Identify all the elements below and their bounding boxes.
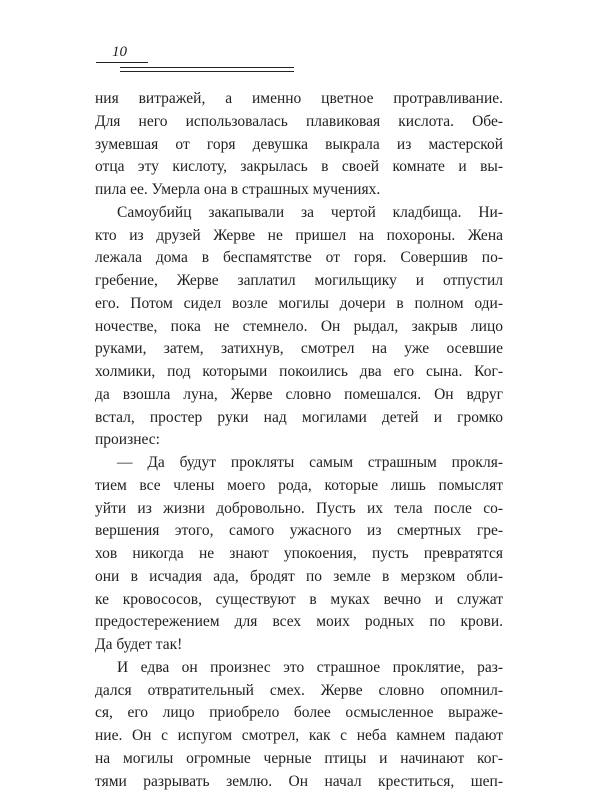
- text-line: предостережением для всех моих родных по крови.: [95, 611, 503, 634]
- text-line: они в исчадия ада, бродят по земле в мерзком обли-: [95, 566, 503, 589]
- text-line: вершения этого, самого ужасного из смертных гре-: [95, 520, 503, 543]
- text-line: отца эту кислоту, закрылась в своей комнате и вы-: [95, 156, 503, 179]
- text-line: зумевшая от горя девушка выкрала из мастерской: [95, 134, 503, 157]
- text-line: — Да будут прокляты самым страшным прокля-: [95, 452, 503, 475]
- text-line: хов никогда не знают упокоения, пусть превратятся: [95, 543, 503, 566]
- text-line: холмики, под которыми покоились два его сына. Ког-: [95, 361, 503, 384]
- text-line: руками, затем, затихнув, смотрел на уже осевшие: [95, 338, 503, 361]
- text-line: уйти из жизни добровольно. Пусть их тела после со-: [95, 498, 503, 521]
- text-line: тями разрывать землю. Он начал креститься, шеп-: [95, 771, 503, 793]
- text-line: на могилы огромные черные птицы и начинают ког-: [95, 748, 503, 771]
- text-line: кто из друзей Жерве не пришел на похороны. Жена: [95, 225, 503, 248]
- text-line: пила ее. Умерла она в страшных мучениях.: [95, 179, 503, 202]
- text-line: ния витражей, а именно цветное протравливание.: [95, 88, 503, 111]
- text-line: его. Потом сидел возле могилы дочери в полном оди-: [95, 293, 503, 316]
- text-line: встал, простер руки над могилами детей и громко: [95, 407, 503, 430]
- text-line: ке кровососов, существуют в муках вечно и служат: [95, 589, 503, 612]
- text-line: ние. Он с испугом смотрел, как с неба камнем падают: [95, 725, 503, 748]
- text-line: Самоубийц закапывали за чертой кладбища. Ни-: [95, 202, 503, 225]
- body-text: [95, 88, 503, 793]
- text-line: И едва он произнес это страшное проклятие, раз-: [95, 657, 503, 680]
- text-line: произнес:: [95, 429, 503, 452]
- header-rule-short: [96, 62, 148, 63]
- text-line: Да будет так!: [95, 634, 503, 657]
- page-number: 10: [112, 44, 127, 61]
- text-line: дался отвратительный смех. Жерве словно опомнил-: [95, 680, 503, 703]
- text-line: тием все члены моего рода, которые лишь помыслят: [95, 475, 503, 498]
- text-line: ся, его лицо приобрело более осмысленное выраже-: [95, 702, 503, 725]
- text-line: гребение, Жерве заплатил могильщику и отпустил: [95, 270, 503, 293]
- header-rule-long-bottom: [120, 71, 294, 72]
- header-rule-long-top: [120, 67, 294, 68]
- text-line: Для него использовалась плавиковая кислота. Обе-: [95, 111, 503, 134]
- text-line: да взошла луна, Жерве словно помешался. Он вдруг: [95, 384, 503, 407]
- text-line: ночестве, пока не стемнело. Он рыдал, закрыв лицо: [95, 316, 503, 339]
- text-line: лежала дома в беспамятстве от горя. Совершив по-: [95, 247, 503, 270]
